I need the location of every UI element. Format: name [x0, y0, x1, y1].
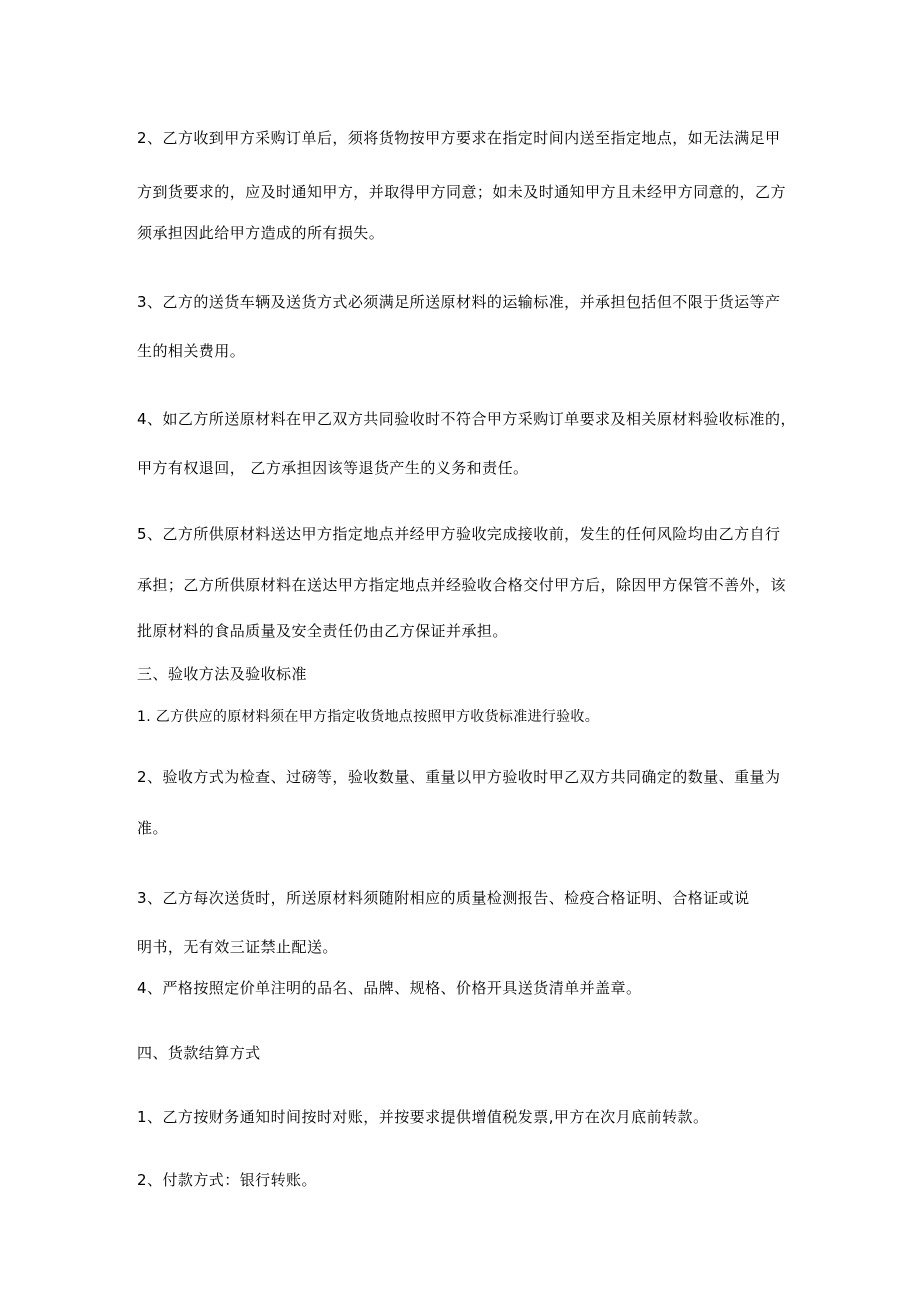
section-3-item-3-line-1: 3、乙方每次送货时，所送原材料须随附相应的质量检测报告、检疫合格证明、合格证或说 — [137, 889, 750, 907]
section-3-item-4: 4、严格按照定价单注明的品名、品牌、规格、价格开具送货清单并盖章。 — [137, 979, 642, 997]
clause-2-line-2: 方到货要求的，应及时通知甲方，并取得甲方同意；如未及时通知甲方且未经甲方同意的，乙方 — [137, 183, 786, 201]
clause-4-line-1: 4、如乙方所送原材料在甲乙双方共同验收时不符合甲方采购订单要求及相关原材料验收标准的， — [137, 410, 796, 428]
clause-2-line-3: 须承担因此给甲方造成的所有损失。 — [137, 224, 385, 242]
clause-4-line-2: 甲方有权退回， 乙方承担因该等退货产生的义务和责任。 — [137, 459, 529, 477]
clause-3-line-1: 3、乙方的送货车辆及送货方式必须满足所送原材料的运输标准，并承担包括但不限于货运等产 — [137, 293, 781, 311]
section-3-item-2-line-1: 2、验收方式为检查、过磅等，验收数量、重量以甲方验收时甲乙双方共同确定的数量、重量为 — [137, 768, 781, 786]
section-3-item-1: 1. 乙方供应的原材料须在甲方指定收货地点按照甲方收货标准进行验收。 — [137, 709, 600, 725]
section-3-heading: 三、验收方法及验收标准 — [137, 665, 307, 683]
section-4-heading: 四、货款结算方式 — [137, 1044, 261, 1062]
clause-5-line-1: 5、乙方所供原材料送达甲方指定地点并经甲方验收完成接收前，发生的任何风险均由乙方自行 — [137, 525, 781, 543]
clause-3-line-2: 生的相关费用。 — [137, 342, 246, 360]
section-3-item-3-line-2: 明书，无有效三证禁止配送。 — [137, 938, 338, 956]
section-4-item-1: 1、乙方按财务通知时间按时对账，并按要求提供增值税发票,甲方在次月底前转款。 — [137, 1108, 709, 1126]
section-4-item-2: 2、付款方式：银行转账。 — [137, 1171, 317, 1189]
clause-5-line-2: 承担；乙方所供原材料在送达甲方指定地点并经验收合格交付甲方后，除因甲方保管不善外，该 — [137, 576, 786, 594]
clause-5-line-3: 批原材料的食品质量及安全责任仍由乙方保证并承担。 — [137, 622, 508, 640]
section-3-item-2-line-2: 准。 — [137, 819, 168, 837]
clause-2-line-1: 2、乙方收到甲方采购订单后，须将货物按甲方要求在指定时间内送至指定地点，如无法满足甲 — [137, 129, 781, 147]
